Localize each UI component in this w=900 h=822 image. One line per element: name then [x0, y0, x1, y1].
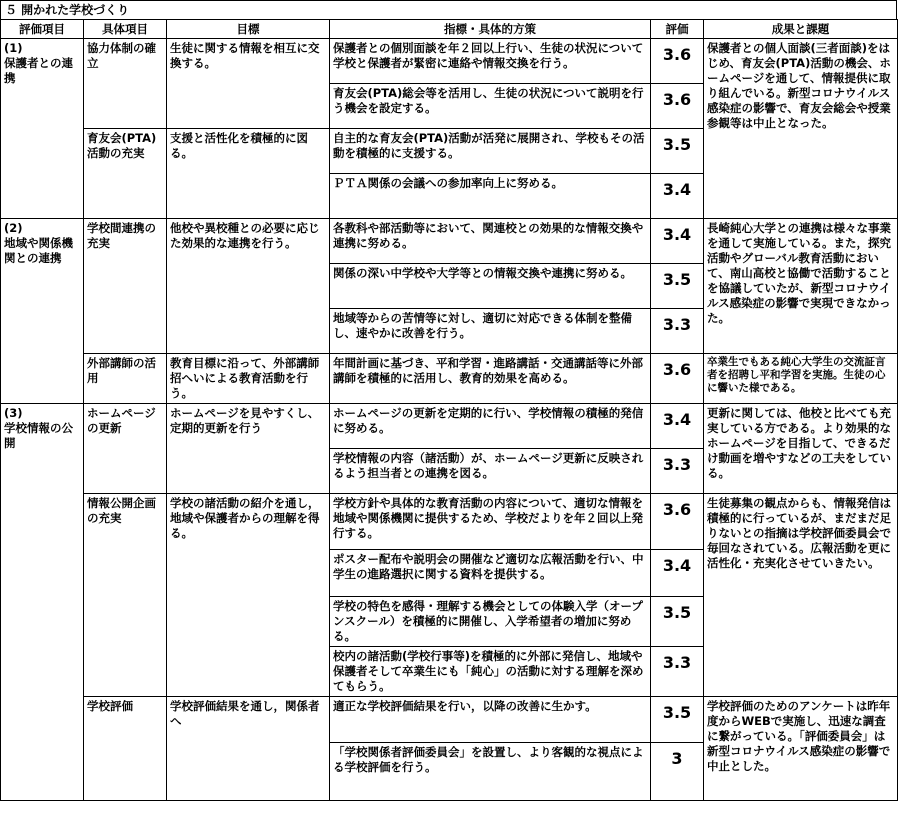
measure: 学校情報の内容（諸活動）が、ホームページ更新に反映されるよう担当者との連携を図る。 — [330, 449, 651, 494]
header-measure: 指標・具体的方策 — [330, 20, 651, 39]
goal: 学校評価結果を通し，関係者へ — [167, 697, 330, 801]
result: 長崎純心大学との連携は様々な事業を通して実施している。また，探究活動やグローバル教育活動において、南山高校と協働で活動することを協議していたが、新型コロナウイルス感染症の影響で実現できなかった。 — [704, 219, 898, 354]
measure: 学校方針や具体的な教育活動の内容について、適切な情報を地域や関係機関に提供するため、学校だよりを年２回以上発行する。 — [330, 494, 651, 550]
score: 3.3 — [651, 309, 704, 354]
goal: 教育目標に沿って、外部講師招へいによる教育活動を行う。 — [167, 354, 330, 404]
section-title: ５ 開かれた学校づくり — [0, 0, 897, 20]
goal: 他校や異校種との必要に応じた効果的な連携を行う。 — [167, 219, 330, 354]
score: 3.5 — [651, 129, 704, 174]
score: 3.3 — [651, 449, 704, 494]
eval-item: (2) 地域や関係機関との連携 — [1, 219, 84, 404]
table-row — [1, 494, 898, 550]
score: 3.4 — [651, 219, 704, 264]
score: 3.5 — [651, 597, 704, 647]
sub-item: 学校間連携の充実 — [84, 219, 167, 354]
score: 3.4 — [651, 174, 704, 219]
evaluation-table — [0, 19, 898, 801]
header-sub-item: 具体項目 — [84, 20, 167, 39]
measure: 育友会(PTA)総会等を活用し、生徒の状況について説明を行う機会を設定する。 — [330, 84, 651, 129]
measure: 関係の深い中学校や大学等との情報交換や連携に努める。 — [330, 264, 651, 309]
header-result: 成果と課題 — [704, 20, 898, 39]
score: 3 — [651, 743, 704, 801]
sub-item: 協力体制の確立 — [84, 39, 167, 129]
goal: 生徒に関する情報を相互に交換する。 — [167, 39, 330, 129]
score: 3.4 — [651, 404, 704, 449]
result: 更新に関しては、他校と比べても充実している方である。より効果的なホームページを目指して、できるだけ動画を増やすなどの工夫をしている。 — [704, 404, 898, 494]
table-row — [1, 39, 898, 84]
sub-item: 育友会(PTA)活動の充実 — [84, 129, 167, 219]
measure: 各教科や部活動等において、関連校との効果的な情報交換や連携に努める。 — [330, 219, 651, 264]
measure: ホームページの更新を定期的に行い、学校情報の積極的発信に努める。 — [330, 404, 651, 449]
measure: 「学校関係者評価委員会」を設置し、より客観的な視点による学校評価を行う。 — [330, 743, 651, 801]
eval-item: (3) 学校情報の公開 — [1, 404, 84, 801]
measure: 学校の特色を感得・理解する機会としての体験入学（オープンスクール）を積極的に開催し、入学希望者の増加に努める。 — [330, 597, 651, 647]
sub-item: 学校評価 — [84, 697, 167, 801]
score: 3.6 — [651, 84, 704, 129]
result: 生徒募集の観点からも、情報発信は積極的に行っているが、まだまだ足りないとの指摘は学校評価委員会で毎回なされている。広報活動を更に活性化・充実化させていきたい。 — [704, 494, 898, 697]
measure: 自主的な育友会(PTA)活動が活発に展開され、学校もその活動を積極的に支援する。 — [330, 129, 651, 174]
score: 3.5 — [651, 264, 704, 309]
sub-item: 外部講師の活用 — [84, 354, 167, 404]
header-goal: 目標 — [167, 20, 330, 39]
goal: 支援と活性化を積極的に図る。 — [167, 129, 330, 219]
header-eval-item: 評価項目 — [1, 20, 84, 39]
goal: ホームページを見やすくし、定期的更新を行う — [167, 404, 330, 494]
table-row — [1, 404, 898, 449]
table-row — [1, 354, 898, 404]
table-row — [1, 697, 898, 743]
score: 3.6 — [651, 494, 704, 550]
score: 3.3 — [651, 647, 704, 697]
result: 保護者との個人面談(三者面談)をはじめ、育友会(PTA)活動の機会、ホームページを通して、情報提供に取り組んでいる。新型コロナウイルス感染症の影響で、育友会総会や授業参観等は中止となった。 — [704, 39, 898, 219]
score: 3.4 — [651, 550, 704, 597]
measure: ＰＴＡ関係の会議への参加率向上に努める。 — [330, 174, 651, 219]
header-score: 評価 — [651, 20, 704, 39]
measure: ポスター配布や説明会の開催など適切な広報活動を行い、中学生の進路選択に関する資料を提供する。 — [330, 550, 651, 597]
measure: 校内の諸活動(学校行事等)を積極的に外部に発信し、地域や保護者そして卒業生にも「純心」の活動に対する理解を深めてもらう。 — [330, 647, 651, 697]
sub-item: 情報公開企画の充実 — [84, 494, 167, 697]
score: 3.6 — [651, 354, 704, 404]
header-row — [1, 20, 898, 39]
measure: 適正な学校評価結果を行い，以降の改善に生かす。 — [330, 697, 651, 743]
score: 3.6 — [651, 39, 704, 84]
measure: 地域等からの苦情等に対し、適切に対応できる体制を整備し、速やかに改善を行う。 — [330, 309, 651, 354]
result: 卒業生でもある純心大学生の交流証言者を招聘し平和学習を実施。生徒の心に響いた様である。 — [704, 354, 898, 404]
sub-item: ホームページの更新 — [84, 404, 167, 494]
measure: 年間計画に基づき、平和学習・進路講話・交通講話等に外部講師を積極的に活用し、教育的効果を高める。 — [330, 354, 651, 404]
goal: 学校の諸活動の紹介を通し，地域や保護者からの理解を得る。 — [167, 494, 330, 697]
measure: 保護者との個別面談を年２回以上行い、生徒の状況について学校と保護者が緊密に連絡や情報交換を行う。 — [330, 39, 651, 84]
table-row — [1, 219, 898, 264]
score: 3.5 — [651, 697, 704, 743]
eval-item: (1) 保護者との連携 — [1, 39, 84, 219]
result: 学校評価のためのアンケートは昨年度からWEBで実施し、迅速な調査に繋がっている。「評価委員会」は新型コロナウイルス感染症の影響で中止とした。 — [704, 697, 898, 801]
